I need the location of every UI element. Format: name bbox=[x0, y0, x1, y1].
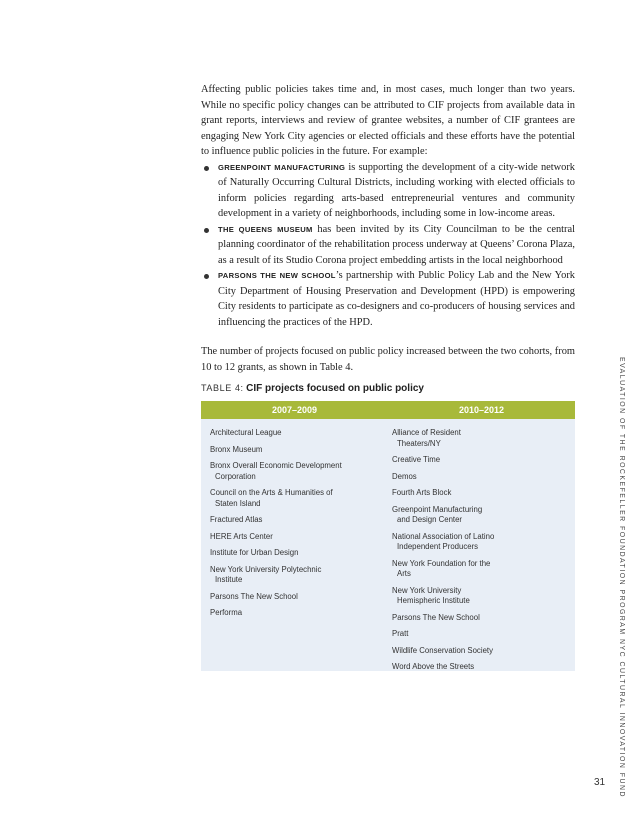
table-cell bbox=[392, 559, 567, 580]
table-cell-line: New York University bbox=[392, 585, 462, 595]
table-cell-line: Bronx Museum bbox=[210, 444, 263, 454]
side-running-header bbox=[615, 357, 627, 798]
table-label: TABLE 4: bbox=[201, 383, 244, 393]
bullet-item bbox=[201, 268, 575, 330]
bullet-text: is supporting the development of a city-wide network of Naturally Occurring Cultural Districts, including working with elected officials to inform policies regarding arts-based entrepreneurial ventures and community development in a variety of neighborhoods, including some in low-income areas. bbox=[218, 161, 576, 219]
table-cell bbox=[210, 565, 380, 586]
table-cell-line: Institute for Urban Design bbox=[210, 548, 299, 557]
header-2007-2009: 2007–2009 bbox=[271, 405, 318, 415]
table-cell-line: New York University Polytechnic bbox=[210, 564, 322, 574]
table-cell-line: Greenpoint Manufacturing bbox=[392, 504, 483, 514]
table-cell-line: Corporation bbox=[215, 471, 256, 481]
column-2007-2009 bbox=[210, 428, 380, 625]
table-title: CIF projects focused on public policy bbox=[246, 383, 424, 394]
table-cell-line: Demos bbox=[392, 471, 417, 481]
table-cell-line: Institute bbox=[215, 575, 243, 584]
org-name: THE QUEENS MUSEUM bbox=[218, 224, 313, 234]
table-cell-line: Wildlife Conservation Society bbox=[392, 645, 493, 655]
column-2010-2012 bbox=[392, 428, 567, 679]
org-name: PARSONS THE NEW SCHOOL bbox=[218, 271, 336, 280]
side-label-text: EVALUATION OF THE ROCKEFELLER FOUNDATION PROGRAM NYC CULTURAL INNOVATION FUND bbox=[618, 357, 625, 798]
table-cell-line: Fourth Arts Block bbox=[392, 488, 452, 497]
table-header bbox=[201, 401, 575, 419]
table-cell bbox=[392, 488, 567, 499]
table-cell-line: Fractured Atlas bbox=[210, 515, 263, 524]
table-cell bbox=[392, 629, 567, 640]
table-cell bbox=[392, 428, 567, 449]
table-cell-line: Creative Time bbox=[392, 455, 441, 464]
table-cell bbox=[210, 592, 380, 603]
table-cell bbox=[210, 445, 380, 456]
table-cell bbox=[392, 586, 567, 607]
bullet-item bbox=[201, 160, 575, 222]
table-cell-line: Performa bbox=[210, 608, 243, 617]
table-cell bbox=[210, 488, 380, 509]
bullet-text: ’s partnership with Public Policy Lab and the New York City Department of Housing Preservation and Development (HPD) is empowering City residents to participate as co-designers and co-producers of housing services and influencing the practices of the HPD. bbox=[218, 270, 575, 328]
bullet-text: has been invited by its City Councilman to be the central planning coordinator of the rehabilitation process underway at Queens’ Corona Plaza, as a result of its Studio Corona project embedding artists in the local neighborhood bbox=[218, 223, 575, 266]
table-cell-line: Parsons The New School bbox=[392, 612, 480, 622]
table-cell-line: Staten Island bbox=[215, 498, 261, 508]
table-cell bbox=[392, 505, 567, 526]
table-cell bbox=[210, 548, 380, 559]
table-cell bbox=[210, 461, 380, 482]
table-cell bbox=[392, 472, 567, 483]
table-cell bbox=[392, 455, 567, 466]
table-caption bbox=[201, 383, 424, 394]
table-cell-line: Bronx Overall Economic Development bbox=[210, 461, 342, 470]
header-2010-2012: 2010–2012 bbox=[458, 405, 505, 415]
table-cell-line: HERE Arts Center bbox=[210, 531, 273, 541]
table-cell-line: Arts bbox=[397, 569, 411, 578]
table-cell bbox=[392, 662, 567, 673]
table-cell-line: Council on the Arts & Humanities of bbox=[210, 488, 333, 497]
table-cell-line: Independent Producers bbox=[397, 542, 479, 551]
policy-table bbox=[201, 401, 575, 671]
table-cell bbox=[210, 608, 380, 619]
table-cell-line: Alliance of Resident bbox=[392, 428, 461, 437]
bullet-item bbox=[201, 222, 575, 269]
table-cell-line: Parsons The New School bbox=[210, 591, 298, 601]
table-cell-line: New York Foundation for the bbox=[392, 558, 491, 568]
page-number: 31 bbox=[594, 777, 606, 788]
closing-paragraph: The number of projects focused on public policy increased between the two cohorts, from 10 to 12 grants, as shown in Table 4. bbox=[201, 346, 575, 373]
table-cell bbox=[210, 515, 380, 526]
table-cell-line: Pratt bbox=[392, 629, 409, 638]
table-cell-line: Architectural League bbox=[210, 428, 282, 437]
table-cell bbox=[210, 428, 380, 439]
org-name: GREENPOINT MANUFACTURING bbox=[218, 162, 346, 172]
table-cell-line: Word Above the Streets bbox=[392, 662, 475, 671]
example-bullets bbox=[201, 160, 575, 331]
table-cell bbox=[392, 613, 567, 624]
intro-paragraph: Affecting public policies takes time and, in most cases, much longer than two years. While no specific policy changes can be attributed to CIF projects from available data in grant reports, interviews and review of grantee websites, a number of CIF grantees are engaging New York City agencies or elected officials and these efforts have the potential to influence public policies in the future. For example: bbox=[201, 84, 575, 157]
table-cell bbox=[210, 532, 380, 543]
table-cell bbox=[392, 532, 567, 553]
table-cell bbox=[392, 646, 567, 657]
table-cell-line: and Design Center bbox=[397, 515, 463, 524]
table-cell-line: National Association of Latino bbox=[392, 531, 495, 541]
table-cell-line: Theaters/NY bbox=[397, 438, 441, 448]
body-text bbox=[201, 82, 575, 375]
table-cell-line: Hemispheric Institute bbox=[397, 596, 470, 605]
